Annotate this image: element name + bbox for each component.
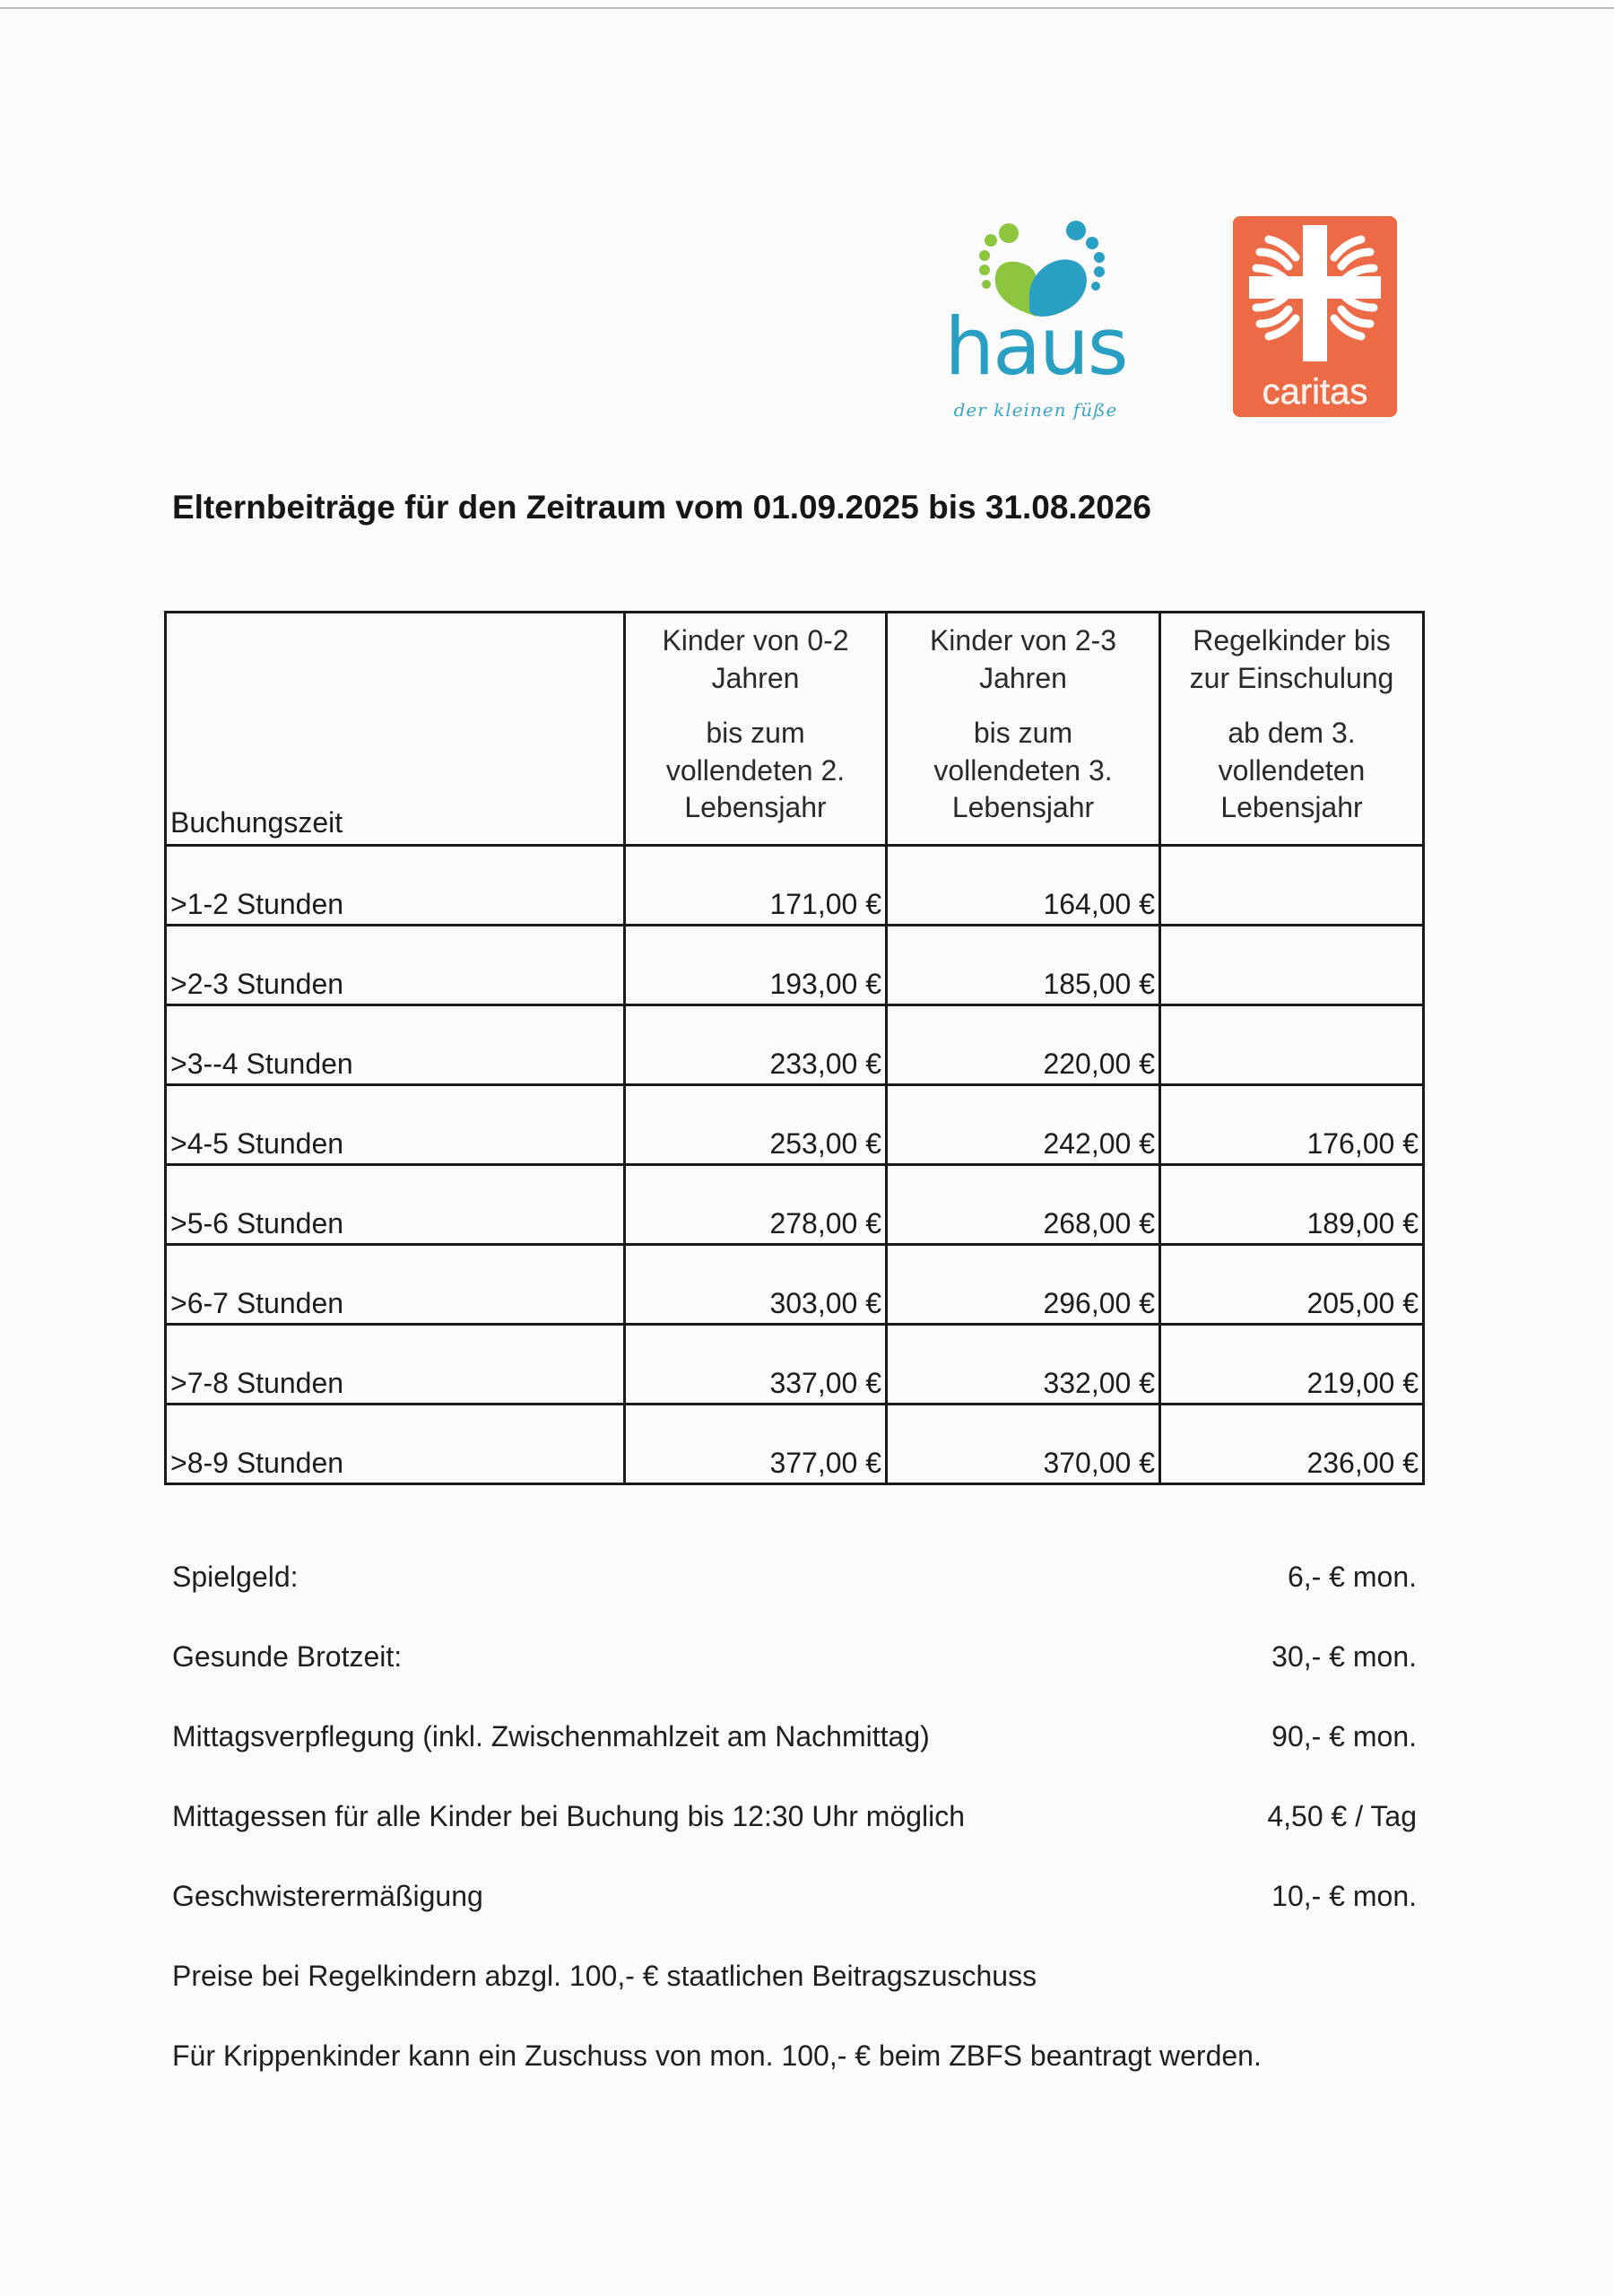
extra-fees-list [172,1561,1417,2119]
caritas-cross-icon [1233,216,1397,369]
table-row [166,1405,1424,1484]
price-cell: 164,00 € [887,846,1160,926]
table-row [166,1005,1424,1085]
price-cell: 176,00 € [1160,1085,1424,1165]
row-label: >8-9 Stunden [166,1405,625,1484]
header-line: Lebensjahr [1220,791,1363,824]
extra-fee-label: Gesunde Brotzeit: [172,1640,403,1673]
table-row [166,926,1424,1005]
price-cell: 296,00 € [887,1245,1160,1325]
price-cell: 220,00 € [887,1005,1160,1085]
price-cell: 332,00 € [887,1325,1160,1405]
price-cell: 219,00 € [1160,1325,1424,1405]
price-cell: 253,00 € [625,1085,887,1165]
row-label: >3--4 Stunden [166,1005,625,1085]
header-line: bis zum [973,717,1073,750]
extra-fee-label: Spielgeld: [172,1561,299,1593]
header-line: Regelkinder bis [1193,624,1391,657]
row-label: >1-2 Stunden [166,846,625,926]
note-text: Für Krippenkinder kann ein Zuschuss von mon. 100,- € beim ZBFS beantragt werden. [172,2039,1262,2072]
table-row [166,1245,1424,1325]
header-line: vollendeten [1218,753,1366,787]
extra-fee-value: 4,50 € / Tag [1267,1800,1417,1832]
extra-fee-label: Geschwisterermäßigung [172,1880,483,1912]
haus-der-kleinen-fuesse-logo [924,211,1148,422]
row-label: >7-8 Stunden [166,1325,625,1405]
extra-fee-item [172,1880,1417,1960]
header-line: Kinder von 0-2 [662,624,849,657]
extra-fee-item [172,1800,1417,1880]
price-cell: 236,00 € [1160,1405,1424,1484]
table-header-row [166,613,1424,846]
fees-table [164,611,1425,1485]
header-line: Lebensjahr [684,791,827,824]
table-row [166,1165,1424,1245]
column-header-regelkinder [1160,613,1424,846]
haus-logo-subtitle: der kleinen füße [953,399,1118,421]
price-cell: 242,00 € [887,1085,1160,1165]
price-cell [1160,1005,1424,1085]
row-label: >4-5 Stunden [166,1085,625,1165]
header-line: zur Einschulung [1189,661,1394,694]
table-row [166,1325,1424,1405]
extra-fee-item [172,1640,1417,1720]
extra-fee-item [172,1720,1417,1800]
header-line: ab dem 3. [1228,717,1356,750]
table-row [166,846,1424,926]
column-header-buchungszeit: Buchungszeit [166,613,625,846]
row-label: >5-6 Stunden [166,1165,625,1245]
haus-logo-word: haus [944,300,1127,393]
extra-fee-item [172,1561,1417,1640]
note-line [172,2039,1417,2119]
price-cell: 233,00 € [625,1005,887,1085]
header-line: Lebensjahr [951,791,1095,824]
header-line: Jahren [979,661,1067,694]
price-cell: 189,00 € [1160,1165,1424,1245]
extra-fee-value: 10,- € mon. [1271,1880,1417,1912]
caritas-logo-word: caritas [1262,372,1368,412]
price-cell: 303,00 € [625,1245,887,1325]
price-cell [1160,846,1424,926]
price-cell: 377,00 € [625,1405,887,1484]
price-cell: 193,00 € [625,926,887,1005]
page-title: Elternbeiträge für den Zeitraum vom 01.09.2025 bis 31.08.2026 [172,489,1152,526]
price-cell [1160,926,1424,1005]
note-text: Preise bei Regelkindern abzgl. 100,- € staatlichen Beitragszuschuss [172,1960,1037,1992]
price-cell: 278,00 € [625,1165,887,1245]
table-row [166,1085,1424,1165]
price-cell: 171,00 € [625,846,887,926]
caritas-logo [1233,216,1397,417]
price-cell: 268,00 € [887,1165,1160,1245]
price-cell: 185,00 € [887,926,1160,1005]
header-line: Jahren [711,661,800,694]
extra-fee-label: Mittagsverpflegung (inkl. Zwischenmahlzeit am Nachmittag) [172,1720,930,1752]
header-line: vollendeten 2. [665,753,846,787]
price-cell: 370,00 € [887,1405,1160,1484]
note-line [172,1960,1417,2039]
price-cell: 337,00 € [625,1325,887,1405]
header-line: vollendeten 3. [933,753,1113,787]
price-cell: 205,00 € [1160,1245,1424,1325]
extra-fee-value: 90,- € mon. [1271,1720,1417,1752]
row-label: >6-7 Stunden [166,1245,625,1325]
header-line: Kinder von 2-3 [929,624,1117,657]
scan-top-rule [0,7,1614,9]
column-header-kinder-2-3 [887,613,1160,846]
header-line: bis zum [706,717,805,750]
extra-fee-label: Mittagessen für alle Kinder bei Buchung bis 12:30 Uhr möglich [172,1800,966,1832]
extra-fee-value: 30,- € mon. [1271,1640,1417,1673]
column-header-kinder-0-2 [625,613,887,846]
row-label: >2-3 Stunden [166,926,625,1005]
extra-fee-value: 6,- € mon. [1287,1561,1417,1593]
